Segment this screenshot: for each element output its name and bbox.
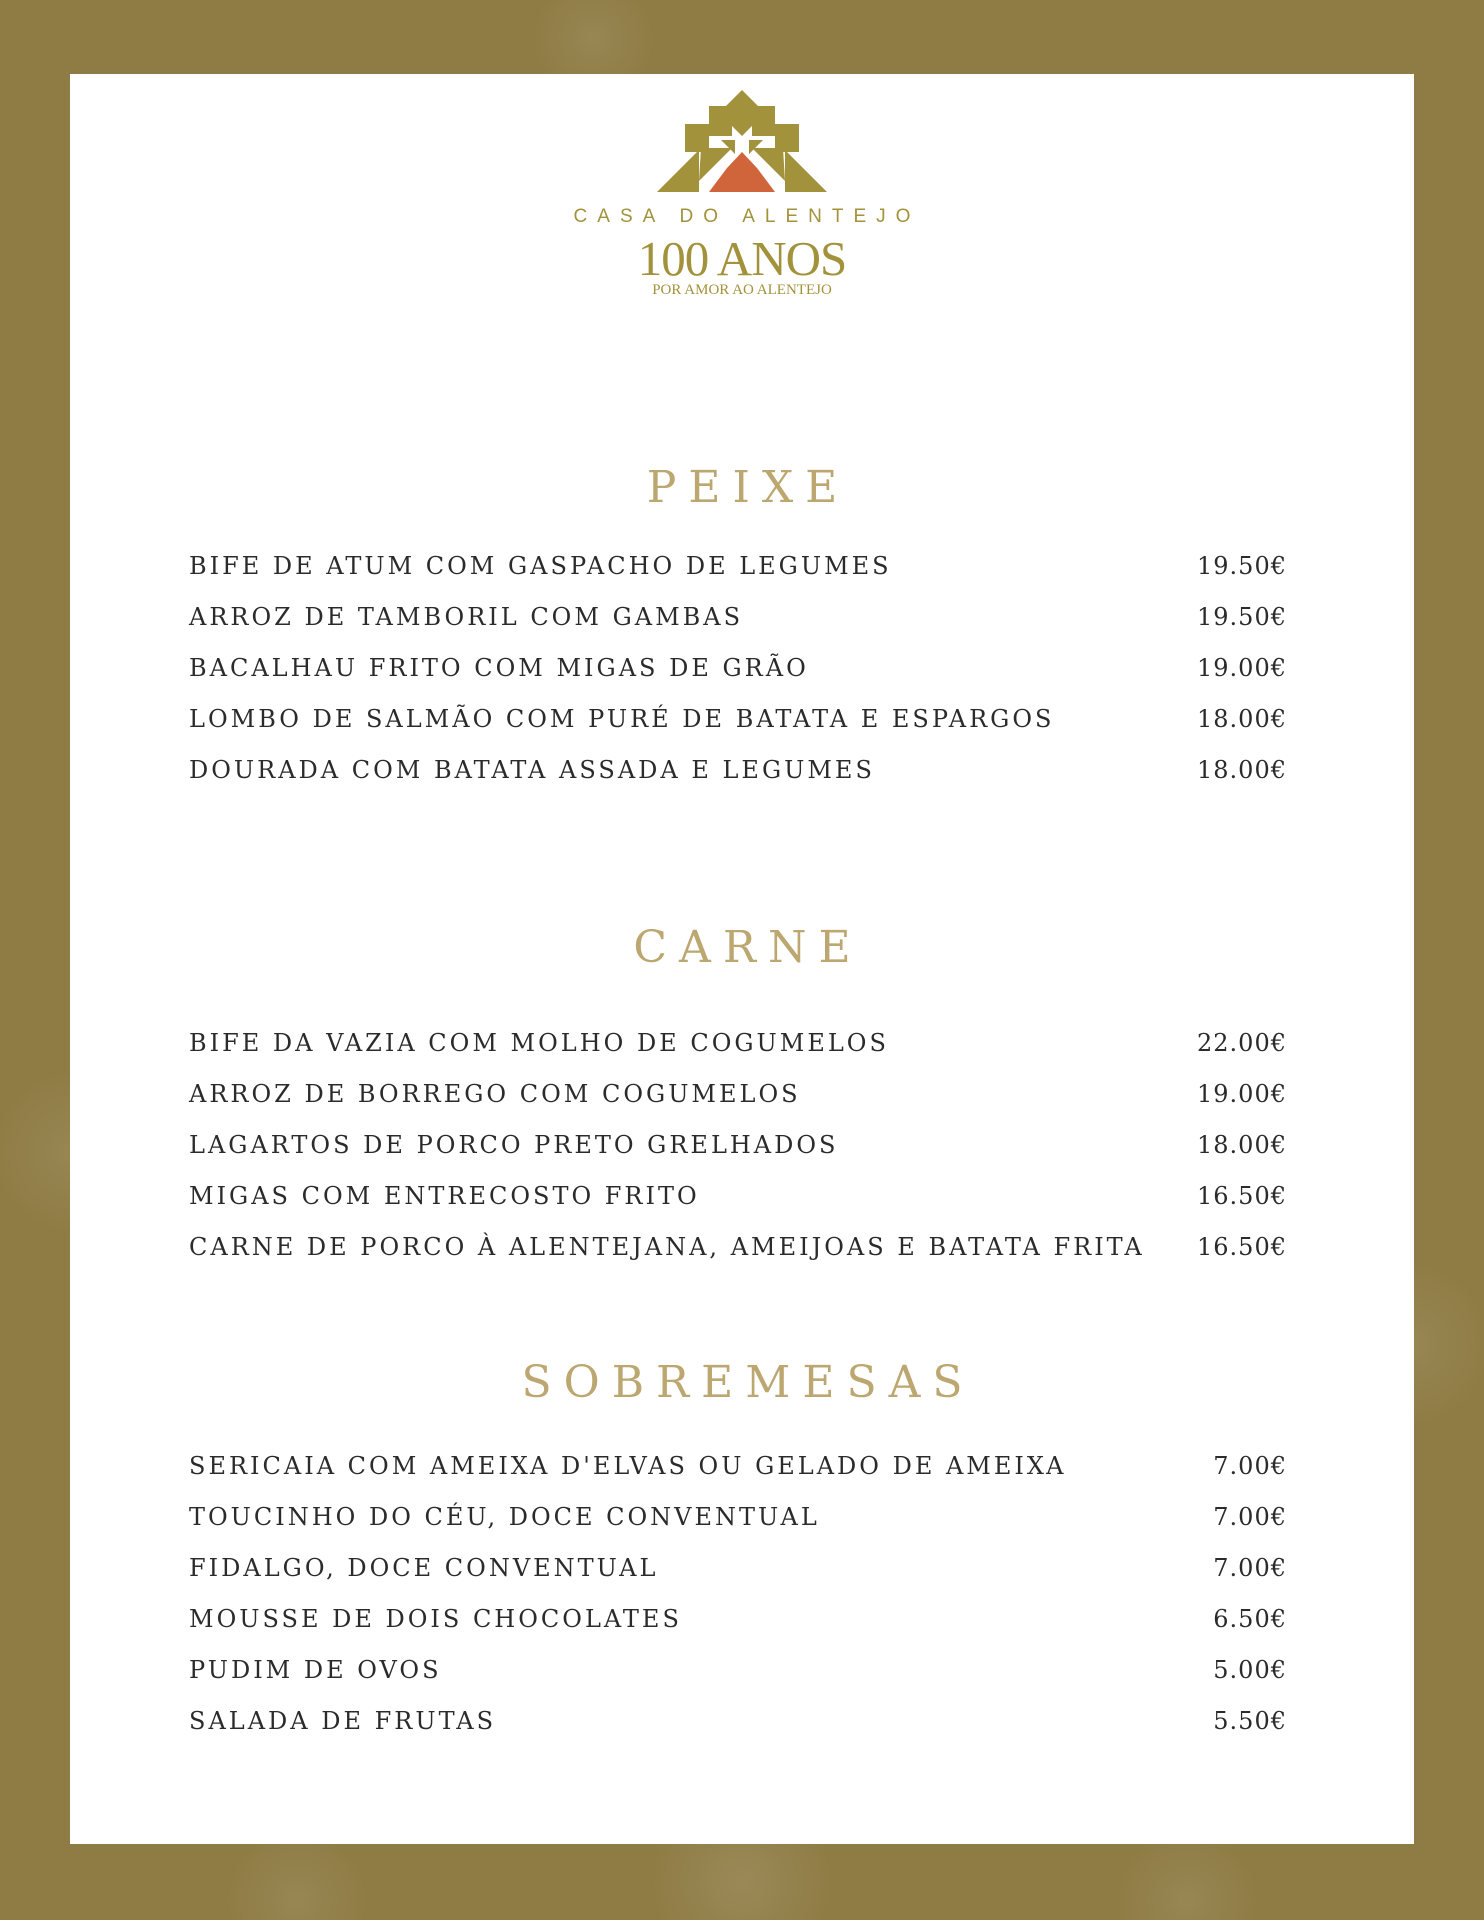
menu-item bbox=[189, 694, 1287, 745]
menu-item-name: LAGARTOS DE PORCO PRETO GRELHADOS bbox=[189, 1131, 839, 1159]
menu-item-price: 18.00€ bbox=[1197, 1131, 1287, 1159]
menu-item-price: 7.00€ bbox=[1213, 1554, 1287, 1582]
section-title-peixe: PEIXE bbox=[646, 462, 850, 513]
menu-item-name: FIDALGO, DOCE CONVENTUAL bbox=[189, 1554, 659, 1582]
menu-item-name: CARNE DE PORCO À ALENTEJANA, AMEIJOAS E BATATA FRITA bbox=[189, 1233, 1145, 1261]
menu-item-name: MIGAS COM ENTRECOSTO FRITO bbox=[189, 1182, 700, 1210]
section-items-sobremesas bbox=[189, 1441, 1287, 1747]
menu-item bbox=[189, 592, 1287, 643]
menu-item bbox=[189, 745, 1287, 796]
menu-item-name: MOUSSE DE DOIS CHOCOLATES bbox=[189, 1605, 682, 1633]
menu-item-price: 7.00€ bbox=[1213, 1503, 1287, 1531]
menu-item bbox=[189, 1594, 1287, 1645]
menu-item-name: TOUCINHO DO CÉU, DOCE CONVENTUAL bbox=[189, 1503, 820, 1531]
menu-item bbox=[189, 1171, 1287, 1222]
logo bbox=[70, 88, 1414, 298]
menu-item bbox=[189, 1018, 1287, 1069]
menu-item-name: BACALHAU FRITO COM MIGAS DE GRÃO bbox=[189, 654, 809, 682]
menu-item-price: 19.50€ bbox=[1197, 603, 1287, 631]
menu-item-name: BIFE DA VAZIA COM MOLHO DE COGUMELOS bbox=[189, 1029, 889, 1057]
menu-item bbox=[189, 1492, 1287, 1543]
menu-item-price: 22.00€ bbox=[1197, 1029, 1287, 1057]
menu-item-price: 19.50€ bbox=[1197, 552, 1287, 580]
casa-do-alentejo-emblem-icon bbox=[637, 88, 847, 194]
menu-item-price: 16.50€ bbox=[1197, 1182, 1287, 1210]
menu-item bbox=[189, 1645, 1287, 1696]
menu-item bbox=[189, 1696, 1287, 1747]
menu-item bbox=[189, 643, 1287, 694]
menu-item bbox=[189, 1069, 1287, 1120]
menu-item-price: 6.50€ bbox=[1213, 1605, 1287, 1633]
menu-item-price: 5.00€ bbox=[1213, 1656, 1287, 1684]
menu-item-name: DOURADA COM BATATA ASSADA E LEGUMES bbox=[189, 756, 875, 784]
section-title-carne: CARNE bbox=[633, 922, 863, 973]
menu-item bbox=[189, 1543, 1287, 1594]
brand-years: 100 ANOS bbox=[637, 231, 847, 286]
menu-item-name: BIFE DE ATUM COM GASPACHO DE LEGUMES bbox=[189, 552, 892, 580]
menu-item bbox=[189, 541, 1287, 592]
menu-item-price: 19.00€ bbox=[1197, 1080, 1287, 1108]
menu-item-price: 19.00€ bbox=[1197, 654, 1287, 682]
menu-item-price: 18.00€ bbox=[1197, 705, 1287, 733]
menu-item-name: LOMBO DE SALMÃO COM PURÉ DE BATATA E ESPARGOS bbox=[189, 705, 1055, 733]
menu-item-price: 16.50€ bbox=[1197, 1233, 1287, 1261]
menu-item-name: ARROZ DE BORREGO COM COGUMELOS bbox=[189, 1080, 801, 1108]
menu-item bbox=[189, 1222, 1287, 1273]
menu-item-price: 7.00€ bbox=[1213, 1452, 1287, 1480]
menu-item-name: PUDIM DE OVOS bbox=[189, 1656, 442, 1684]
brand-tagline: POR AMOR AO ALENTEJO bbox=[652, 282, 832, 298]
menu-page bbox=[70, 74, 1414, 1844]
menu-item-name: SALADA DE FRUTAS bbox=[189, 1707, 497, 1735]
menu-item-price: 18.00€ bbox=[1197, 756, 1287, 784]
section-items-carne bbox=[189, 1018, 1287, 1273]
menu-item-name: ARROZ DE TAMBORIL COM GAMBAS bbox=[189, 603, 744, 631]
menu-item-name: SERICAIA COM AMEIXA D'ELVAS OU GELADO DE AMEIXA bbox=[189, 1452, 1067, 1480]
menu-item bbox=[189, 1120, 1287, 1171]
section-items-peixe bbox=[189, 541, 1287, 796]
menu-item bbox=[189, 1441, 1287, 1492]
brand-name: CASA DO ALENTEJO bbox=[573, 206, 921, 227]
menu-item-price: 5.50€ bbox=[1213, 1707, 1287, 1735]
section-title-sobremesas: SOBREMESAS bbox=[521, 1357, 975, 1408]
